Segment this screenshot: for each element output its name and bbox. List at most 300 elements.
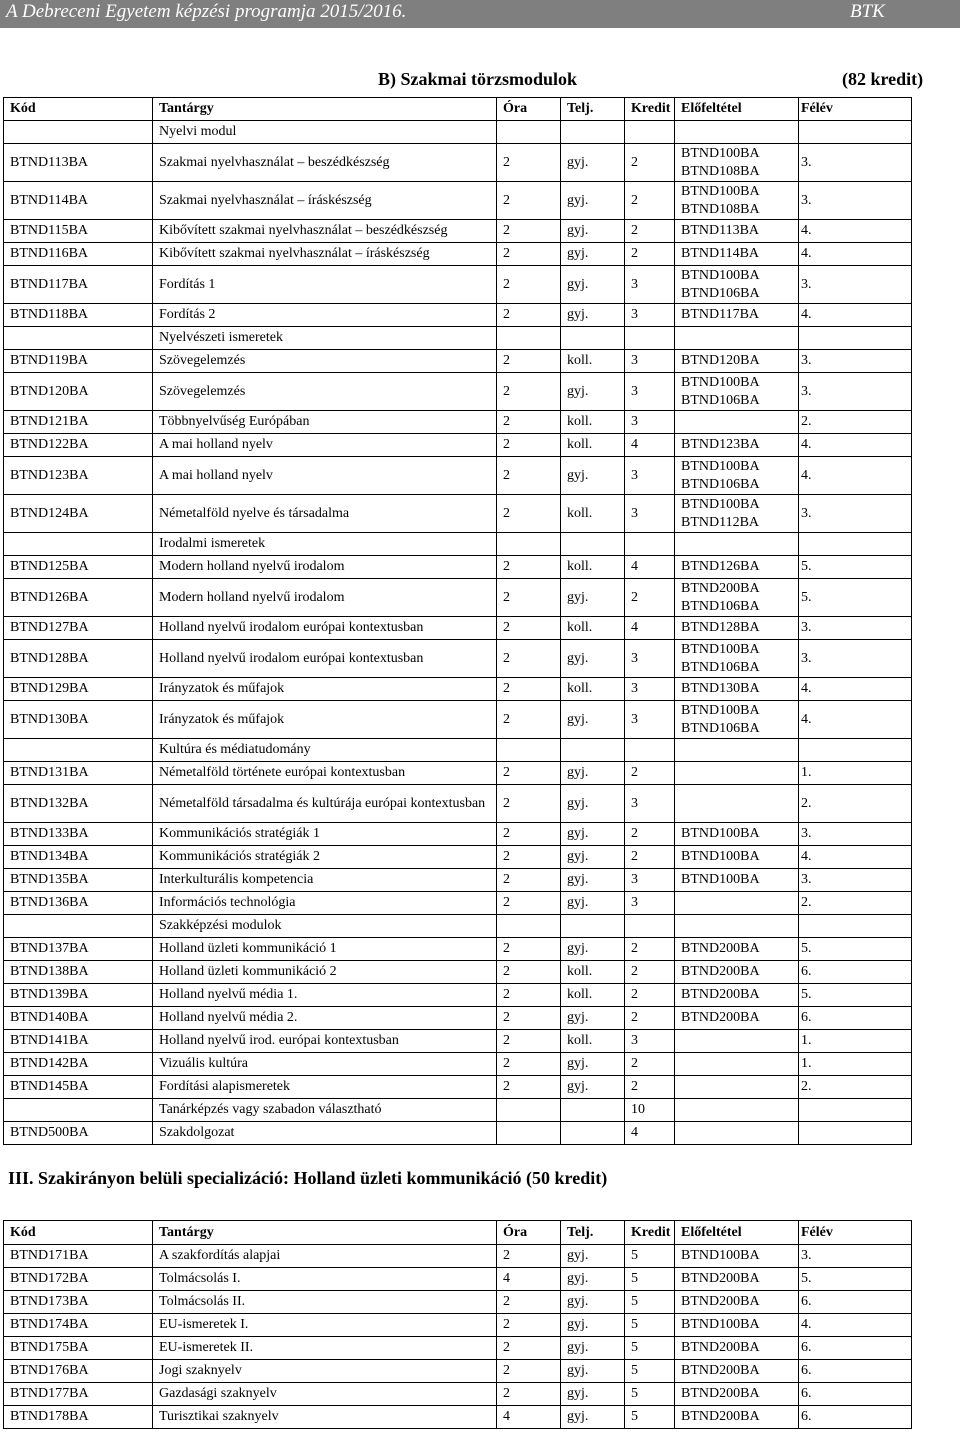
course-code: BTND126BA (4, 579, 153, 617)
course-prerequisite: BTND200BA (675, 1268, 799, 1291)
course-hours: 2 (497, 579, 561, 617)
column-header: Kód (4, 98, 153, 121)
section-title: B) Szakmai törzsmodulok (378, 69, 578, 89)
course-credit: 2 (625, 762, 675, 785)
course-hours: 2 (497, 266, 561, 304)
course-code: BTND115BA (4, 220, 153, 243)
course-evaluation: koll. (561, 556, 625, 579)
course-credit: 5 (625, 1337, 675, 1360)
specialization-table (3, 1220, 912, 1429)
course-evaluation: gyj. (561, 1076, 625, 1099)
course-prerequisite: BTND100BA BTND106BA (675, 457, 799, 495)
course-code: BTND125BA (4, 556, 153, 579)
course-code: BTND139BA (4, 984, 153, 1007)
table-row (4, 182, 912, 220)
course-semester: 2. (799, 1076, 912, 1099)
empty-cell (625, 739, 675, 762)
course-hours: 2 (497, 1291, 561, 1314)
course-subject: Holland nyelvű irodalom európai kontextusban (153, 617, 497, 640)
course-evaluation: gyj. (561, 1268, 625, 1291)
group-row (4, 915, 912, 938)
course-hours: 2 (497, 1076, 561, 1099)
course-evaluation: gyj. (561, 823, 625, 846)
course-prerequisite (675, 1053, 799, 1076)
course-hours: 2 (497, 304, 561, 327)
table-row (4, 892, 912, 915)
course-credit: 3 (625, 892, 675, 915)
course-code: BTND136BA (4, 892, 153, 915)
course-prerequisite (675, 411, 799, 434)
empty-cell (799, 121, 912, 144)
course-code: BTND173BA (4, 1291, 153, 1314)
course-semester: 3. (799, 373, 912, 411)
course-subject: Interkulturális kompetencia (153, 869, 497, 892)
empty-cell (675, 121, 799, 144)
course-hours: 2 (497, 556, 561, 579)
course-evaluation: koll. (561, 1030, 625, 1053)
course-evaluation: gyj. (561, 144, 625, 182)
course-code: BTND129BA (4, 678, 153, 701)
table-row (4, 785, 912, 823)
course-prerequisite: BTND100BA (675, 1314, 799, 1337)
course-code: BTND172BA (4, 1268, 153, 1291)
course-subject: Szövegelemzés (153, 373, 497, 411)
course-code: BTND134BA (4, 846, 153, 869)
table-row (4, 350, 912, 373)
table-row (4, 266, 912, 304)
course-semester: 4. (799, 846, 912, 869)
course-hours: 2 (497, 434, 561, 457)
course-credit: 4 (625, 1122, 675, 1145)
course-hours: 2 (497, 373, 561, 411)
course-credit: 3 (625, 678, 675, 701)
table-row (4, 823, 912, 846)
course-hours: 2 (497, 243, 561, 266)
column-header: Előfeltétel (675, 1221, 799, 1245)
course-code: BTND127BA (4, 617, 153, 640)
empty-cell (675, 739, 799, 762)
course-semester: 3. (799, 1245, 912, 1268)
course-hours: 2 (497, 892, 561, 915)
course-prerequisite: BTND126BA (675, 556, 799, 579)
table-row (4, 1360, 912, 1383)
empty-cell (497, 533, 561, 556)
course-evaluation: gyj. (561, 243, 625, 266)
course-credit: 10 (625, 1099, 675, 1122)
course-hours: 2 (497, 457, 561, 495)
course-credit: 3 (625, 1030, 675, 1053)
empty-cell (4, 739, 153, 762)
course-credit: 4 (625, 617, 675, 640)
course-subject: Irányzatok és műfajok (153, 678, 497, 701)
course-code: BTND130BA (4, 701, 153, 739)
table-row (4, 1030, 912, 1053)
course-credit: 2 (625, 182, 675, 220)
page-header (0, 0, 960, 28)
table-row (4, 678, 912, 701)
course-subject: Németalföld társadalma és kultúrája európai kontextusban (153, 785, 497, 823)
course-evaluation: koll. (561, 678, 625, 701)
course-hours: 2 (497, 411, 561, 434)
course-code: BTND128BA (4, 640, 153, 678)
course-credit: 5 (625, 1314, 675, 1337)
course-hours (497, 1122, 561, 1145)
table-row (4, 1076, 912, 1099)
course-subject: Szövegelemzés (153, 350, 497, 373)
course-hours: 4 (497, 1406, 561, 1429)
course-prerequisite: BTND100BA BTND106BA (675, 640, 799, 678)
course-prerequisite: BTND200BA (675, 984, 799, 1007)
course-semester: 6. (799, 1406, 912, 1429)
header-faculty: BTK (850, 1, 885, 22)
course-credit: 5 (625, 1360, 675, 1383)
course-subject: Holland nyelvű média 2. (153, 1007, 497, 1030)
course-code: BTND137BA (4, 938, 153, 961)
table-row (4, 144, 912, 182)
course-semester: 4. (799, 304, 912, 327)
course-prerequisite: BTND100BA BTND108BA (675, 144, 799, 182)
group-name: Kultúra és médiatudomány (153, 739, 497, 762)
course-prerequisite: BTND100BA (675, 846, 799, 869)
empty-cell (561, 739, 625, 762)
course-subject: Vizuális kultúra (153, 1053, 497, 1076)
course-prerequisite: BTND120BA (675, 350, 799, 373)
table-row (4, 1007, 912, 1030)
course-code: BTND132BA (4, 785, 153, 823)
course-evaluation: gyj. (561, 785, 625, 823)
course-credit: 3 (625, 785, 675, 823)
course-code: BTND119BA (4, 350, 153, 373)
course-evaluation: gyj. (561, 266, 625, 304)
course-prerequisite: BTND200BA (675, 938, 799, 961)
column-header: Tantárgy (153, 98, 497, 121)
course-hours: 2 (497, 1360, 561, 1383)
header-title: A Debreceni Egyetem képzési programja 2015/2016. (6, 1, 407, 22)
course-code: BTND113BA (4, 144, 153, 182)
table-row (4, 1268, 912, 1291)
empty-cell (561, 327, 625, 350)
empty-cell (4, 327, 153, 350)
course-evaluation: gyj. (561, 1314, 625, 1337)
course-prerequisite: BTND100BA BTND106BA (675, 373, 799, 411)
course-evaluation: gyj. (561, 1337, 625, 1360)
course-evaluation: gyj. (561, 869, 625, 892)
course-semester: 1. (799, 1053, 912, 1076)
column-header: Kód (4, 1221, 153, 1245)
course-hours: 2 (497, 1337, 561, 1360)
course-hours: 2 (497, 350, 561, 373)
course-evaluation (561, 1099, 625, 1122)
course-code: BTND133BA (4, 823, 153, 846)
course-prerequisite (675, 1122, 799, 1145)
course-evaluation: koll. (561, 434, 625, 457)
empty-cell (561, 915, 625, 938)
table-row (4, 457, 912, 495)
table-row (4, 1245, 912, 1268)
empty-cell (799, 327, 912, 350)
table-row (4, 434, 912, 457)
group-row (4, 121, 912, 144)
course-prerequisite: BTND128BA (675, 617, 799, 640)
table-row (4, 1099, 912, 1122)
course-hours: 2 (497, 617, 561, 640)
course-hours: 2 (497, 846, 561, 869)
course-credit: 3 (625, 373, 675, 411)
course-hours: 2 (497, 823, 561, 846)
course-evaluation: gyj. (561, 1291, 625, 1314)
course-evaluation: gyj. (561, 846, 625, 869)
empty-cell (4, 533, 153, 556)
course-evaluation: koll. (561, 961, 625, 984)
table-row (4, 579, 912, 617)
empty-cell (561, 121, 625, 144)
course-hours: 2 (497, 785, 561, 823)
course-semester: 4. (799, 678, 912, 701)
course-hours: 2 (497, 762, 561, 785)
course-code: BTND176BA (4, 1360, 153, 1383)
course-semester: 1. (799, 762, 912, 785)
course-credit: 2 (625, 823, 675, 846)
course-prerequisite: BTND200BA (675, 1337, 799, 1360)
course-code: BTND117BA (4, 266, 153, 304)
table-row (4, 846, 912, 869)
empty-cell (497, 739, 561, 762)
course-prerequisite: BTND100BA BTND106BA (675, 266, 799, 304)
course-code: BTND500BA (4, 1122, 153, 1145)
course-credit: 3 (625, 304, 675, 327)
course-code: BTND120BA (4, 373, 153, 411)
course-subject: Holland nyelvű irod. európai kontextusban (153, 1030, 497, 1053)
course-evaluation: gyj. (561, 762, 625, 785)
course-subject: Fordítás 1 (153, 266, 497, 304)
course-code: BTND118BA (4, 304, 153, 327)
course-subject: Holland üzleti kommunikáció 2 (153, 961, 497, 984)
course-credit: 2 (625, 846, 675, 869)
column-header: Előfeltétel (675, 98, 799, 121)
course-prerequisite: BTND130BA (675, 678, 799, 701)
course-evaluation: gyj. (561, 1383, 625, 1406)
course-subject: Holland nyelvű irodalom európai kontextusban (153, 640, 497, 678)
course-semester: 5. (799, 938, 912, 961)
column-header: Félév (799, 1221, 912, 1245)
table-row (4, 220, 912, 243)
course-subject: Szakdolgozat (153, 1122, 497, 1145)
table-header-row (4, 1221, 912, 1245)
course-semester: 3. (799, 350, 912, 373)
course-semester: 5. (799, 984, 912, 1007)
table-row (4, 304, 912, 327)
empty-cell (675, 327, 799, 350)
course-semester: 3. (799, 617, 912, 640)
column-header: Kredit (625, 1221, 675, 1245)
course-credit: 5 (625, 1245, 675, 1268)
course-semester: 5. (799, 1268, 912, 1291)
course-credit: 2 (625, 984, 675, 1007)
course-hours: 2 (497, 678, 561, 701)
course-evaluation: koll. (561, 984, 625, 1007)
course-code: BTND121BA (4, 411, 153, 434)
course-semester: 2. (799, 785, 912, 823)
course-credit: 2 (625, 1076, 675, 1099)
table-row (4, 640, 912, 678)
course-code: BTND141BA (4, 1030, 153, 1053)
course-code: BTND177BA (4, 1383, 153, 1406)
table-row (4, 411, 912, 434)
course-prerequisite: BTND100BA (675, 823, 799, 846)
column-header: Félév (799, 98, 912, 121)
course-credit: 4 (625, 556, 675, 579)
table-row (4, 373, 912, 411)
course-hours: 2 (497, 1314, 561, 1337)
course-hours: 2 (497, 701, 561, 739)
course-code: BTND145BA (4, 1076, 153, 1099)
course-evaluation: gyj. (561, 892, 625, 915)
empty-cell (799, 915, 912, 938)
course-credit: 2 (625, 220, 675, 243)
course-evaluation: gyj. (561, 938, 625, 961)
table-row (4, 617, 912, 640)
course-code: BTND114BA (4, 182, 153, 220)
course-subject: Holland nyelvű média 1. (153, 984, 497, 1007)
course-evaluation: gyj. (561, 1245, 625, 1268)
course-hours: 2 (497, 144, 561, 182)
course-code: BTND124BA (4, 495, 153, 533)
course-prerequisite: BTND100BA (675, 1245, 799, 1268)
course-credit: 2 (625, 938, 675, 961)
course-evaluation: gyj. (561, 182, 625, 220)
course-semester: 6. (799, 1291, 912, 1314)
course-semester: 5. (799, 579, 912, 617)
course-subject: EU-ismeretek I. (153, 1314, 497, 1337)
course-subject: Kommunikációs stratégiák 2 (153, 846, 497, 869)
empty-cell (497, 121, 561, 144)
course-hours: 2 (497, 869, 561, 892)
course-semester: 6. (799, 961, 912, 984)
course-semester: 4. (799, 434, 912, 457)
course-prerequisite (675, 785, 799, 823)
empty-cell (561, 533, 625, 556)
course-subject: Jogi szaknyelv (153, 1360, 497, 1383)
course-subject: Tolmácsolás II. (153, 1291, 497, 1314)
course-hours: 2 (497, 182, 561, 220)
course-subject: Tolmácsolás I. (153, 1268, 497, 1291)
course-code: BTND142BA (4, 1053, 153, 1076)
group-row (4, 533, 912, 556)
course-semester: 6. (799, 1383, 912, 1406)
course-subject: Kommunikációs stratégiák 1 (153, 823, 497, 846)
course-semester: 5. (799, 556, 912, 579)
course-prerequisite: BTND200BA (675, 1291, 799, 1314)
course-semester: 4. (799, 243, 912, 266)
course-subject: Többnyelvűség Európában (153, 411, 497, 434)
column-header: Óra (497, 98, 561, 121)
table-row (4, 556, 912, 579)
course-subject: Kibővített szakmai nyelvhasználat – íráskészség (153, 243, 497, 266)
course-subject: A mai holland nyelv (153, 457, 497, 495)
course-hours: 2 (497, 984, 561, 1007)
course-code: BTND123BA (4, 457, 153, 495)
course-credit: 2 (625, 144, 675, 182)
empty-cell (497, 915, 561, 938)
table-row (4, 1053, 912, 1076)
course-evaluation: gyj. (561, 701, 625, 739)
course-hours: 2 (497, 938, 561, 961)
course-hours: 2 (497, 961, 561, 984)
course-credit: 5 (625, 1291, 675, 1314)
course-credit: 2 (625, 243, 675, 266)
course-credit: 2 (625, 1053, 675, 1076)
course-semester (799, 1099, 912, 1122)
empty-cell (4, 121, 153, 144)
empty-cell (625, 915, 675, 938)
course-evaluation: gyj. (561, 1360, 625, 1383)
course-subject: Irányzatok és műfajok (153, 701, 497, 739)
course-semester: 4. (799, 220, 912, 243)
course-subject: A mai holland nyelv (153, 434, 497, 457)
course-evaluation: gyj. (561, 640, 625, 678)
course-prerequisite: BTND100BA BTND108BA (675, 182, 799, 220)
empty-cell (497, 327, 561, 350)
course-semester: 3. (799, 823, 912, 846)
course-subject: Modern holland nyelvű irodalom (153, 556, 497, 579)
course-code: BTND138BA (4, 961, 153, 984)
course-semester: 4. (799, 1314, 912, 1337)
group-name: Irodalmi ismeretek (153, 533, 497, 556)
course-semester: 6. (799, 1337, 912, 1360)
course-hours: 2 (497, 1383, 561, 1406)
curriculum-table (3, 97, 912, 1145)
course-hours: 4 (497, 1268, 561, 1291)
group-name: Nyelvészeti ismeretek (153, 327, 497, 350)
course-subject: EU-ismeretek II. (153, 1337, 497, 1360)
course-semester (799, 1122, 912, 1145)
table-row (4, 1337, 912, 1360)
course-credit: 3 (625, 411, 675, 434)
course-evaluation: gyj. (561, 579, 625, 617)
course-semester: 3. (799, 182, 912, 220)
empty-cell (675, 915, 799, 938)
course-prerequisite: BTND123BA (675, 434, 799, 457)
course-credit: 3 (625, 640, 675, 678)
course-code: BTND171BA (4, 1245, 153, 1268)
table-row (4, 701, 912, 739)
course-prerequisite: BTND100BA (675, 869, 799, 892)
column-header: Telj. (561, 1221, 625, 1245)
empty-cell (625, 121, 675, 144)
empty-cell (799, 739, 912, 762)
table-row (4, 938, 912, 961)
table-row (4, 243, 912, 266)
course-prerequisite: BTND100BA BTND112BA (675, 495, 799, 533)
course-subject: Kibővített szakmai nyelvhasználat – beszédkészség (153, 220, 497, 243)
empty-cell (625, 327, 675, 350)
course-hours: 2 (497, 495, 561, 533)
course-credit: 3 (625, 701, 675, 739)
course-credit: 2 (625, 961, 675, 984)
course-credit: 2 (625, 579, 675, 617)
course-prerequisite (675, 762, 799, 785)
course-prerequisite: BTND100BA BTND106BA (675, 701, 799, 739)
course-code (4, 1099, 153, 1122)
course-semester: 4. (799, 701, 912, 739)
column-header: Óra (497, 1221, 561, 1245)
course-semester: 3. (799, 266, 912, 304)
course-evaluation: gyj. (561, 457, 625, 495)
course-evaluation: koll. (561, 495, 625, 533)
course-semester: 6. (799, 1007, 912, 1030)
course-credit: 3 (625, 350, 675, 373)
course-subject: Információs technológia (153, 892, 497, 915)
